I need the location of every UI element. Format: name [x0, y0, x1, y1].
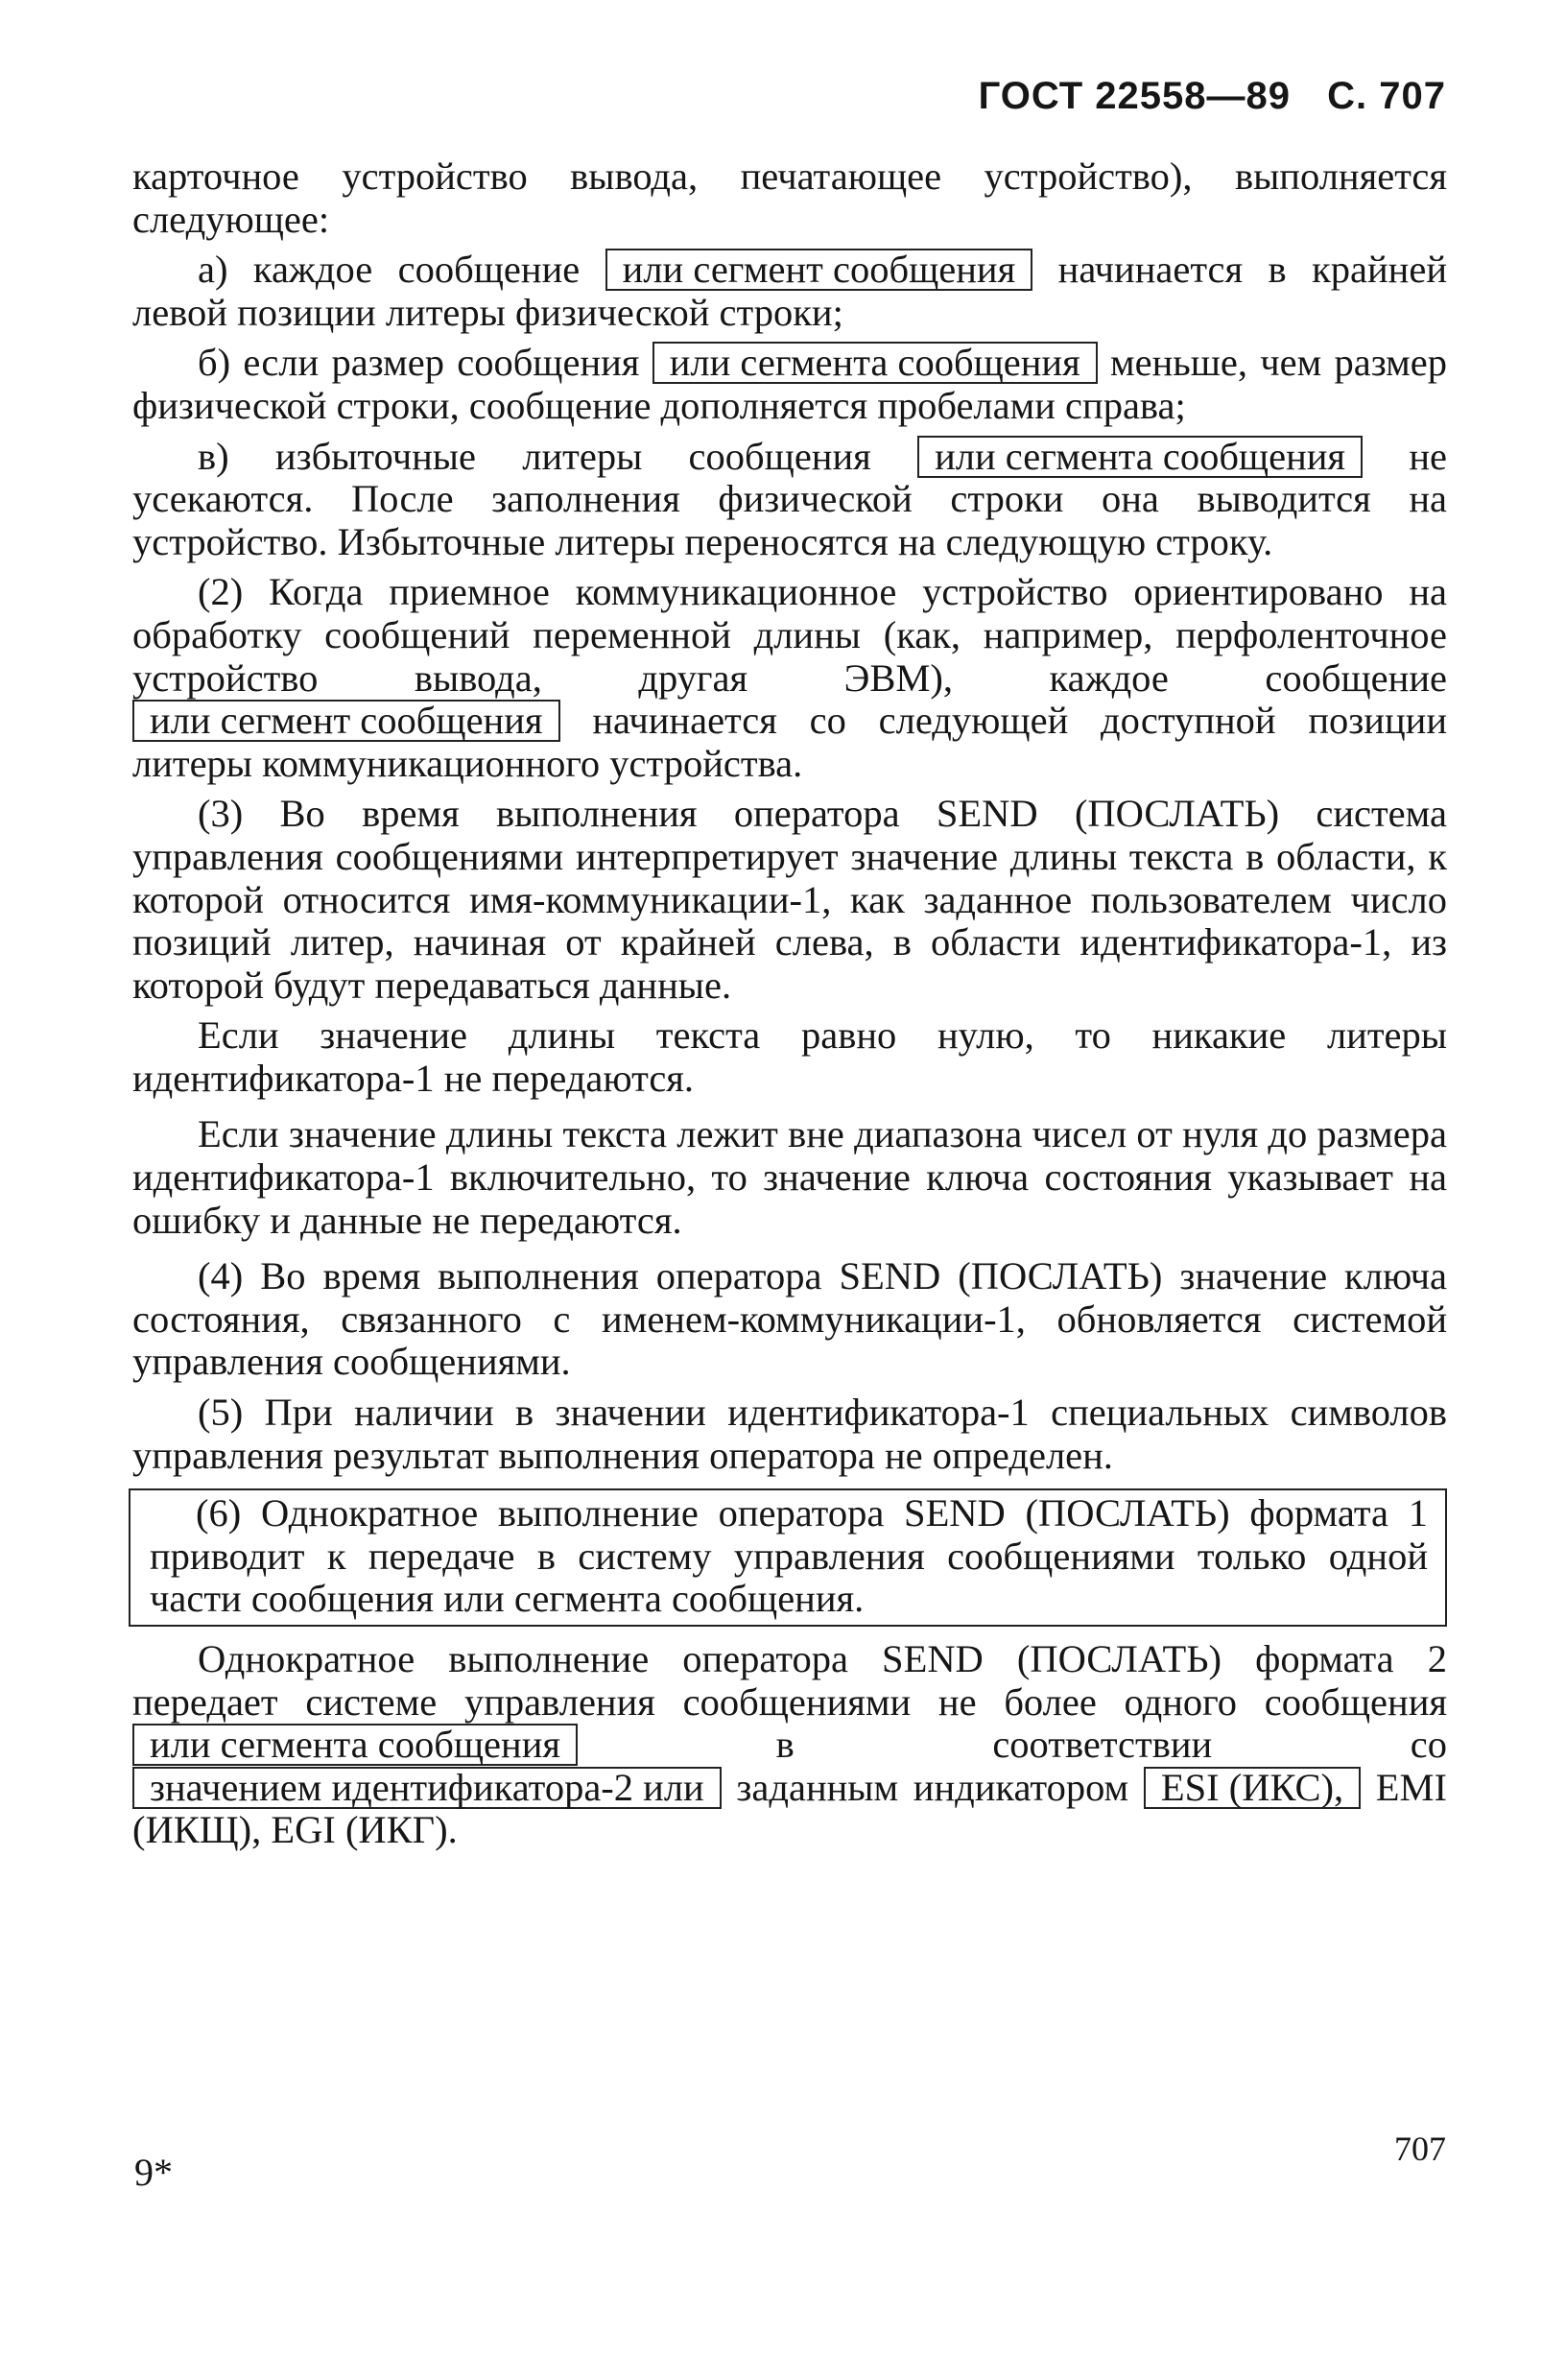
- framed-paragraph-6: [129, 1488, 1447, 1627]
- paragraph-6-text: Однократное выполнение оператора SEND (ПОСЛАТЬ) формата 1 приводит к передаче в систему управления сообщениями только одной части сообщения или сегмента сообщения.: [150, 1491, 1428, 1621]
- item-v-tail: не усекаются. После заполнения физической строки она выводится на устройство. Избыточные литеры переносятся на следующую строку.: [132, 434, 1447, 563]
- paragraph-7-lead: Однократное выполнение оператора SEND (ПОСЛАТЬ) формата 2 передает системе управления сообщениями не более одного сообщения: [132, 1637, 1447, 1724]
- paragraph-3b: Если значение длины текста равно нулю, то никакие литеры идентификатора-1 не передаются.: [132, 1013, 1447, 1100]
- boxed-insert: ESI (ИКС),: [1144, 1767, 1361, 1809]
- body-text: [132, 155, 1447, 1852]
- paragraph-continuation: карточное устройство вывода, печатающее устройство), выполняется следующее:: [132, 155, 1447, 241]
- paragraph-7-middle-2: заданным индикатором: [736, 1765, 1129, 1809]
- item-a-lead: а) каждое сообщение: [198, 248, 581, 292]
- boxed-insert: или сегмент сообщения: [132, 700, 560, 742]
- paragraph-7-middle: в соответствии со: [775, 1723, 1447, 1767]
- item-b-lead: б) если размер сообщения: [198, 341, 640, 385]
- standard-number: ГОСТ 22558—89: [978, 75, 1292, 117]
- boxed-insert: или сегмента сообщения: [917, 436, 1363, 478]
- item-v-lead: в) избыточные литеры сообщения: [198, 434, 871, 478]
- item-a: [132, 249, 1447, 334]
- boxed-insert: или сегмента сообщения: [652, 342, 1098, 384]
- header-page-number: С. 707: [1327, 75, 1446, 117]
- paragraph-7: [132, 1638, 1447, 1852]
- boxed-insert: или сегмента сообщения: [132, 1724, 578, 1766]
- item-b-tail: меньше, чем размер физической строки, сообщение дополняется пробелами справа;: [132, 341, 1448, 427]
- paragraph-3: (3) Во время выполнения оператора SEND (ПОСЛАТЬ) система управления сообщениями интерпретирует значение длины текста в области, к которой относится имя-коммуникации-1, как заданное пользователем число позиций литер, начиная от крайней слева, в области идентификатора-1, из которой будут передаваться данные.: [132, 792, 1447, 1007]
- paragraph-7-tail: EMI (ИКЩ), EGI (ИКГ).: [132, 1765, 1448, 1852]
- boxed-insert: или сегмент сообщения: [605, 249, 1033, 291]
- paragraph-2-lead: (2) Когда приемное коммуникационное устройство ориентировано на обработку сообщений переменной длины (как, например, перфоленточное устройство вывода, другая ЭВМ), каждое сообщение: [132, 570, 1447, 700]
- printer-signature: 9*: [134, 2151, 173, 2194]
- paragraph-6-number: (6): [196, 1491, 242, 1535]
- item-a-tail: начинается в крайней левой позиции литеры физической строки;: [132, 248, 1448, 334]
- paragraph-2: [132, 571, 1447, 785]
- page-header: [979, 75, 1446, 118]
- footer-page-number: 707: [1394, 2130, 1446, 2168]
- paragraph-3c: Если значение длины текста лежит вне диапазона чисел от нуля до размера идентификатора-1 включительно, то значение ключа состояния указывает на ошибку и данные не передаются.: [132, 1112, 1447, 1242]
- item-v: [132, 436, 1447, 564]
- paragraph-2-tail: начинается со следующей доступной позиции литеры коммуникационного устройства.: [132, 699, 1447, 785]
- boxed-insert: значением идентификатора-2 или: [132, 1767, 722, 1809]
- paragraph-5: (5) При наличии в значении идентификатора-1 специальных символов управления результат выполнения оператора не определен.: [132, 1391, 1447, 1477]
- paragraph-4: (4) Во время выполнения оператора SEND (ПОСЛАТЬ) значение ключа состояния, связанного с именем-коммуникации-1, обновляется системой управления сообщениями.: [132, 1254, 1447, 1384]
- item-b: [132, 342, 1447, 427]
